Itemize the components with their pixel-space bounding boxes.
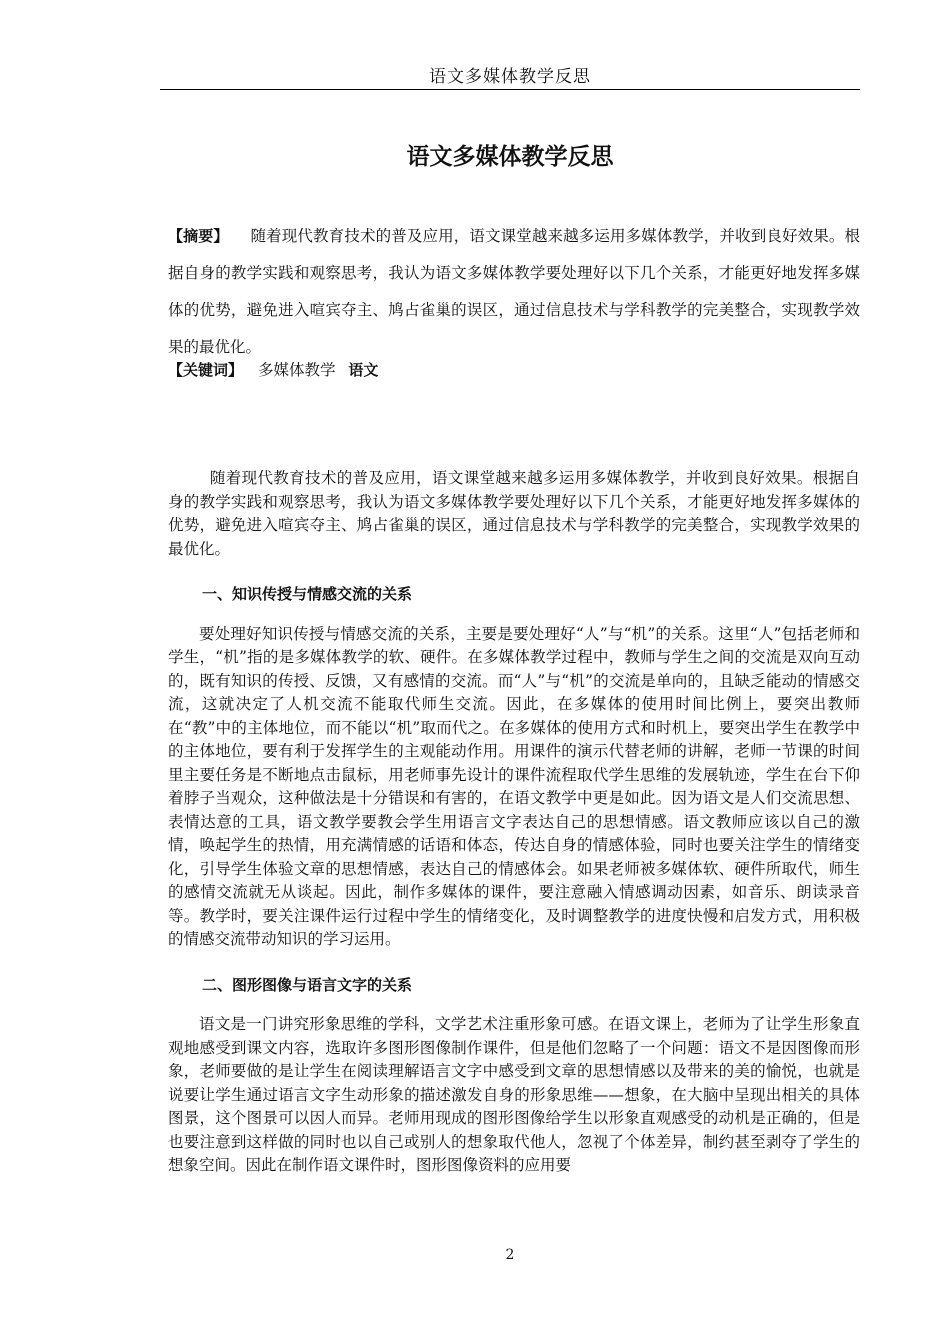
intro-paragraph: 随着现代教育技术的普及应用，语文课堂越来越多运用多媒体教学，并收到良好效果。根据自身的教学实践和观察思考，我认为语文多媒体教学要处理好以下几个关系，才能更好地发挥多媒体的优势，避免进入喧宾夺主、鸠占雀巢的误区，通过信息技术与学科教学的完美整合，实现教学效果的最优化。 (168, 469, 860, 558)
abstract (168, 218, 860, 366)
document-title: 语文多媒体教学反思 (406, 144, 614, 170)
header-rule (160, 89, 860, 90)
document-body (168, 467, 860, 1178)
keyword-item: 多媒体教学 (257, 361, 336, 379)
section-heading: 二、图形图像与语言文字的关系 (202, 975, 413, 994)
keywords (168, 358, 378, 380)
section-heading: 一、知识传授与情感交流的关系 (202, 585, 413, 603)
running-header: 语文多媒体教学反思 (429, 67, 591, 87)
keyword-item: 语文 (348, 361, 379, 379)
abstract-tag: 【摘要】 (168, 227, 229, 245)
keywords-tag: 【关键词】 (168, 361, 244, 379)
page-number: 2 (505, 1247, 515, 1263)
section-paragraph: 要处理好知识传授与情感交流的关系，主要是要处理好“人”与“机”的关系。这里“人”包括老师和学生，“机”指的是多媒体教学的软、硬件。在多媒体教学过程中，教师与学生之间的交流是双向互动的，既有知识的传授、反馈，又有感情的交流。而“人”与“机”的交流是单向的，且缺乏能动的情感交流，这就决定了人机交流不能取代师生交流。因此，在多媒体的使用时间比例上，要突出教师在“教”中的主体地位，而不能以“机”取而代之。在多媒体的使用方式和时机上，要突出学生在教学中的主体地位，要有利于发挥学生的主观能动作用。用课件的演示代替老师的讲解，老师一节课的时间里主要任务是不断地点击鼠标，用老师事先设计的课件流程取代学生思维的发展轨迹，学生在台下仰着脖子当观众，这种做法是十分错误和有害的，在语文教学中更是如此。因为语文是人们交流思想、表情达意的工具，语文教学要教会学生用语言文字表达自己的思想情感。语文教师应该以自己的激情，唤起学生的热情，用充满情感的话语和体态，传达自身的情感体验，同时也要关注学生的情绪变化，引导学生体验文章的思想情感，表达自己的情感体会。如果老师被多媒体软、硬件所取代，师生的感情交流就无从谈起。因此，制作多媒体的课件，要注意融入情感调动因素，如音乐、朗读录音等。教学时，要关注课件运行过程中学生的情绪变化，及时调整教学的进度快慢和启发方式，用积极的情感交流带动知识的学习运用。 (168, 624, 860, 948)
abstract-text: 随着现代教育技术的普及应用，语文课堂越来越多运用多媒体教学，并收到良好效果。根据自身的教学实践和观察思考，我认为语文多媒体教学要处理好以下几个关系，才能更好地发挥多媒体的优势，避免进入喧宾夺主、鸠占雀巢的误区，通过信息技术与学科教学的完美整合，实现教学效果的最优化。 (168, 227, 860, 356)
section-paragraph: 语文是一门讲究形象思维的学科，文学艺术注重形象可感。在语文课上，老师为了让学生形象直观地感受到课文内容，选取许多图形图像制作课件，但是他们忽略了一个问题：语文不是因图像而形象，老师要做的是让学生在阅读理解语言文字中感受到文章的思想情感以及带来的美的愉悦，也就是说要让学生通过语言文字生动形象的描述激发自身的形象思维——想象，在大脑中呈现出相关的具体图景，这个图景可以因人而异。老师用现成的图形图像给学生以形象直观感受的动机是正确的，但是也要注意到这样做的同时也以自己或别人的想象取代他人，忽视了个体差异，制约甚至剥夺了学生的想象空间。因此在制作语文课件时，图形图像资料的应用要 (168, 1015, 860, 1174)
